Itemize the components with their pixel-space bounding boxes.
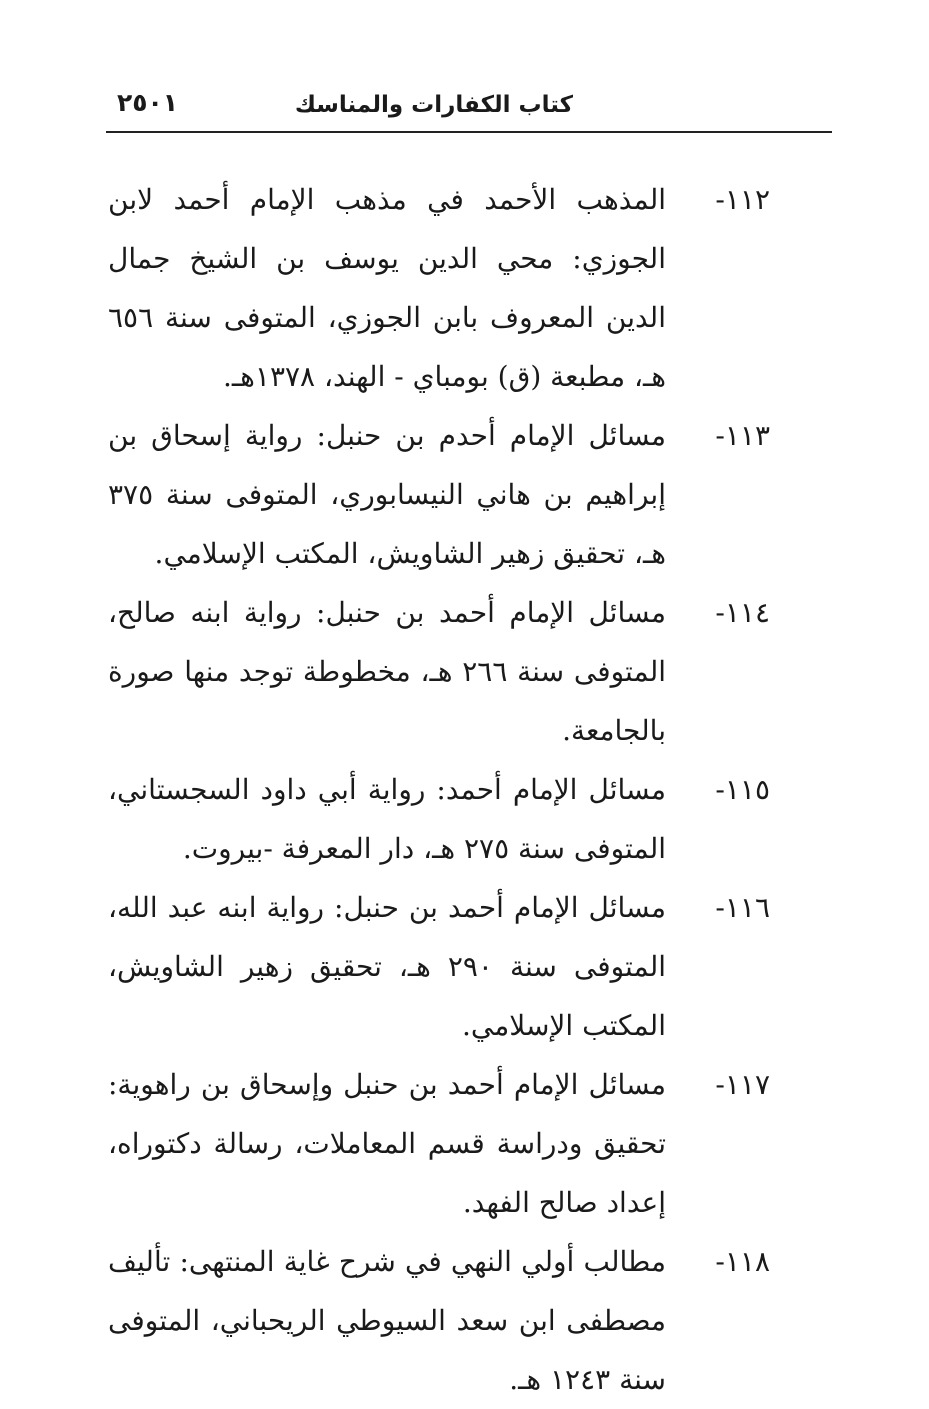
entry-text: مسائل الإمام أحمد: رواية أبي داود السجستاني، المتوفى سنة ٢٧٥ هـ، دار المعرفة -بيروت. [108,773,666,865]
bibliography-entry [108,1055,770,1232]
entry-text: مسائل الإمام أحمد بن حنبل: رواية ابنه صالح، المتوفى سنة ٢٦٦ هـ، مخطوطة توجد منها صورة بالجامعة. [108,596,666,747]
entry-number: ١١٧- [715,1068,770,1101]
entry-text: مسائل الإمام أحدم بن حنبل: رواية إسحاق بن إبراهيم بن هاني النيسابوري، المتوفى سنة ٣٧٥ هـ، تحقيق زهير الشاويش، المكتب الإسلامي. [108,419,666,570]
entry-number: ١١٨- [715,1245,770,1278]
entry-number: ١١٦- [715,891,770,924]
header-divider [106,131,832,133]
page-number: ٢٥٠١ [117,88,179,117]
bibliography-entry [108,878,770,1055]
running-header [105,82,831,128]
bibliography-entry [108,760,770,878]
entry-number: ١١٢- [715,183,770,216]
entry-number: ١١٣- [715,419,770,452]
entry-text: المذهب الأحمد في مذهب الإمام أحمد لابن الجوزي: محي الدين يوسف بن الشيخ جمال الدين المعروف بابن الجوزي، المتوفى سنة ٦٥٦ هـ، مطبعة (ق) بومباي - الهند، ١٣٧٨هـ. [108,183,666,393]
entry-text: مسائل الإمام أحمد بن حنبل: رواية ابنه عبد الله، المتوفى سنة ٢٩٠ هـ، تحقيق زهير الشاويش، المكتب الإسلامي. [108,891,666,1042]
entry-number: ١١٤- [715,596,770,629]
bibliography-entry [108,583,770,760]
entry-number: ١١٥- [715,773,770,806]
entry-text: مسائل الإمام أحمد بن حنبل وإسحاق بن راهوية: تحقيق ودراسة قسم المعاملات، رسالة دكتوراه، إعداد صالح الفهد. [108,1068,666,1219]
bibliography-entry [108,170,770,406]
running-title: كتاب الكفارات والمناسك [294,92,573,118]
entry-text: مطالب أولي النهي في شرح غاية المنتهى: تأليف مصطفى ابن سعد السيوطي الريحباني، المتوفى سنة ١٢٤٣ هـ. [108,1245,666,1396]
bibliography-entry [108,1232,770,1409]
bibliography-list [108,170,770,1409]
bibliography-entry [108,406,770,583]
